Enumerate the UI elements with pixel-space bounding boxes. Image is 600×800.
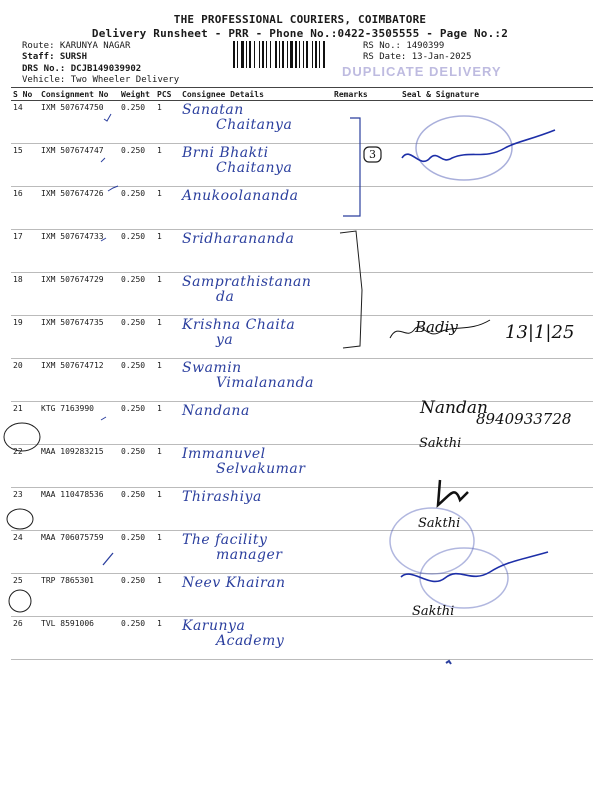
signature-nandan: Nandan xyxy=(420,398,488,418)
sno-cell: 19 xyxy=(11,316,39,359)
consignee-name: Sanatan xyxy=(182,102,244,118)
col-pcs: PCS xyxy=(155,88,180,101)
weight-cell: 0.250 xyxy=(119,574,155,617)
consignment-cell: MAA 706075759 xyxy=(39,531,119,574)
date-note: 13|1|25 xyxy=(505,322,575,343)
weight-cell: 0.250 xyxy=(119,445,155,488)
sno-cell: 21 xyxy=(11,402,39,445)
col-remarks: Remarks xyxy=(332,88,388,101)
sno-cell: 24 xyxy=(11,531,39,574)
consignment-cell: IXM 507674726 xyxy=(39,187,119,230)
stray-mark xyxy=(446,661,451,664)
consignment-cell: TRP 7865301 xyxy=(39,574,119,617)
signature-badiy: Badiy xyxy=(415,318,458,336)
signature-sakthi-26: Sakthi xyxy=(412,604,455,619)
drs-text: DRS No.: DCJB149039902 xyxy=(22,64,142,74)
sno-cell: 15 xyxy=(11,144,39,187)
staff-text: Staff: SURSH xyxy=(22,52,88,62)
consignee-name-cont: Vimalananda xyxy=(216,375,314,391)
signature-sakthi-22: Sakthi xyxy=(419,436,462,451)
consignment-cell: IXM 507674747 xyxy=(39,144,119,187)
col-seal: Seal & Signature xyxy=(388,88,593,101)
consignee-name-cont: da xyxy=(216,289,235,305)
consignee-name: Immanuvel xyxy=(182,446,266,462)
pcs-cell: 1 xyxy=(155,230,180,273)
tick-17 xyxy=(101,238,106,241)
sno-circle-24 xyxy=(7,509,33,529)
rs-date: RS Date: 13-Jan-2025 xyxy=(363,52,472,62)
sno-cell: 14 xyxy=(11,101,39,144)
consignee-name-cont: manager xyxy=(216,547,283,563)
weight-cell: 0.250 xyxy=(119,273,155,316)
sno-cell: 26 xyxy=(11,617,39,660)
weight-cell: 0.250 xyxy=(119,617,155,660)
tick-15 xyxy=(101,158,105,162)
consignment-cell: MAA 109283215 xyxy=(39,445,119,488)
pcs-cell: 1 xyxy=(155,359,180,402)
seal-stamp-1 xyxy=(416,116,512,180)
vehicle-text: Vehicle: Two Wheeler Delivery xyxy=(22,75,180,85)
sno-cell: 25 xyxy=(11,574,39,617)
consignment-cell: IXM 507674733 xyxy=(39,230,119,273)
route-text: Route: KARUNYA NAGAR xyxy=(22,41,131,51)
consignee-name: Sridharananda xyxy=(182,231,295,247)
pcs-cell: 1 xyxy=(155,144,180,187)
consignee-name-cont: ya xyxy=(216,332,234,348)
pcs-cell: 1 xyxy=(155,316,180,359)
tick-21 xyxy=(101,417,106,420)
signature-scrawl-3 xyxy=(438,480,468,505)
pcs-cell: 1 xyxy=(155,402,180,445)
tick-25 xyxy=(103,553,113,565)
consignee-name-cont: Chaitanya xyxy=(216,160,293,176)
weight-cell: 0.250 xyxy=(119,230,155,273)
pcs-cell: 1 xyxy=(155,617,180,660)
consignee-name: The facility xyxy=(182,532,268,548)
remark-bracket-1 xyxy=(343,118,360,216)
sno-cell: 20 xyxy=(11,359,39,402)
consignment-cell: IXM 507674735 xyxy=(39,316,119,359)
consignment-cell: MAA 110478536 xyxy=(39,488,119,531)
consignee-name: Swamin xyxy=(182,360,242,376)
pcs-cell: 1 xyxy=(155,531,180,574)
sno-cell: 22 xyxy=(11,445,39,488)
consignee-name: Karunya xyxy=(182,618,246,634)
consignee-name: Anukoolananda xyxy=(182,188,299,204)
weight-cell: 0.250 xyxy=(119,531,155,574)
rs-number: RS No.: 1490399 xyxy=(363,41,445,51)
pcs-cell: 1 xyxy=(155,574,180,617)
signature-sakthi-24: Sakthi xyxy=(418,516,461,531)
sno-circle-22 xyxy=(4,423,40,451)
weight-cell: 0.250 xyxy=(119,316,155,359)
consignee-name-cont: Academy xyxy=(216,633,285,649)
consignee-name: Thirashiya xyxy=(182,489,262,505)
consignee-name: Samprathistanan xyxy=(182,274,312,290)
consignment-cell: KTG 7163990 xyxy=(39,402,119,445)
sno-circle-26 xyxy=(9,590,31,612)
company-title: THE PROFESSIONAL COURIERS, COIMBATORE xyxy=(173,13,427,26)
sno-cell: 17 xyxy=(11,230,39,273)
pcs-cell: 1 xyxy=(155,273,180,316)
signature-scrawl-1 xyxy=(402,130,555,161)
col-consignee: Consignee Details xyxy=(180,88,332,101)
consignee-name: Brni Bhakti xyxy=(182,145,269,161)
weight-cell: 0.250 xyxy=(119,359,155,402)
consignee-name-cont: Selvakumar xyxy=(216,461,306,477)
consignment-cell: IXM 507674712 xyxy=(39,359,119,402)
tick-16 xyxy=(108,186,118,191)
consignment-cell: IXM 507674729 xyxy=(39,273,119,316)
seal-stamp-3 xyxy=(420,548,508,608)
remark-bracket-2 xyxy=(340,231,362,348)
sno-cell: 23 xyxy=(11,488,39,531)
sno-cell: 16 xyxy=(11,187,39,230)
consignee-name-cont: Chaitanya xyxy=(216,117,293,133)
tick-14 xyxy=(104,114,111,121)
pcs-cell: 1 xyxy=(155,101,180,144)
runsheet-title: Delivery Runsheet - PRR - Phone No.:0422-3505555 - Page No.:2 xyxy=(91,27,509,40)
weight-cell: 0.250 xyxy=(119,402,155,445)
weight-cell: 0.250 xyxy=(119,488,155,531)
phone-note: 8940933728 xyxy=(476,410,572,428)
consignment-cell: IXM 507674750 xyxy=(39,101,119,144)
weight-cell: 0.250 xyxy=(119,187,155,230)
consignment-cell: TVL 8591006 xyxy=(39,617,119,660)
sno-cell: 18 xyxy=(11,273,39,316)
col-weight: Weight xyxy=(119,88,155,101)
weight-cell: 0.250 xyxy=(119,144,155,187)
remark-number: 3 xyxy=(369,148,377,161)
col-consignment: Consignment No xyxy=(39,88,119,101)
pcs-cell: 1 xyxy=(155,488,180,531)
weight-cell: 0.250 xyxy=(119,101,155,144)
delivery-stamp: DUPLICATE DELIVERY xyxy=(342,64,502,79)
pcs-cell: 1 xyxy=(155,445,180,488)
consignee-name: Krishna Chaita xyxy=(182,317,296,333)
col-sno: S No xyxy=(11,88,39,101)
consignee-name: Neev Khairan xyxy=(182,575,286,591)
pcs-cell: 1 xyxy=(155,187,180,230)
consignee-name: Nandana xyxy=(182,403,250,419)
